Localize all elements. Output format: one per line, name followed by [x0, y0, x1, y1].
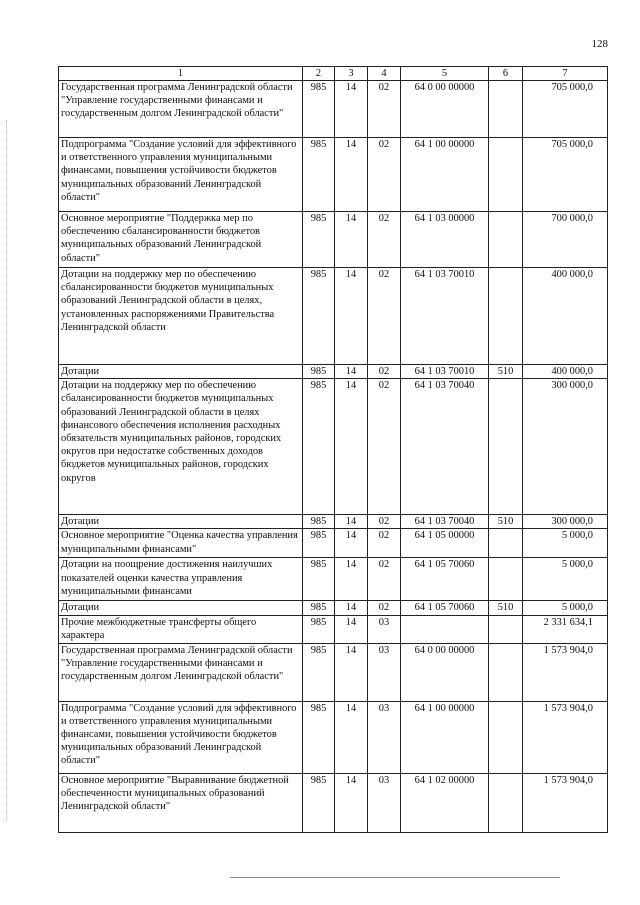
cell-c2: 985 [303, 379, 335, 515]
row-description: Государственная программа Ленинградской области "Управление государственными финансами и государственным долгом Ленинградской области" [59, 81, 303, 138]
cell-c6 [489, 138, 523, 212]
cell-c5: 64 0 00 00000 [401, 81, 489, 138]
cell-c3: 14 [335, 615, 368, 643]
cell-c2: 985 [303, 365, 335, 379]
cell-c3: 14 [335, 643, 368, 701]
cell-c2: 985 [303, 643, 335, 701]
table-row [59, 81, 608, 138]
cell-c4: 02 [368, 212, 401, 268]
cell-c7: 2 331 634,1 [523, 615, 608, 643]
table-header-row [59, 67, 608, 81]
row-description: Основное мероприятие "Оценка качества управления муниципальными финансами" [59, 529, 303, 558]
cell-c6 [489, 81, 523, 138]
cell-c7: 1 573 904,0 [523, 773, 608, 832]
cell-c6 [489, 643, 523, 701]
cell-c7: 1 573 904,0 [523, 701, 608, 773]
cell-c5: 64 0 00 00000 [401, 643, 489, 701]
cell-c2: 985 [303, 773, 335, 832]
cell-c4: 03 [368, 643, 401, 701]
cell-c6 [489, 558, 523, 601]
table-row [59, 529, 608, 558]
cell-c2: 985 [303, 601, 335, 615]
cell-c4: 02 [368, 601, 401, 615]
header-cell: 5 [401, 67, 489, 81]
cell-c7: 5 000,0 [523, 601, 608, 615]
row-description: Подпрограмма "Создание условий для эффективного и ответственного управления муниципальными финансами, повышения устойчивости бюджетов муниципальных образований Ленинградской области" [59, 701, 303, 773]
cell-c3: 14 [335, 212, 368, 268]
cell-c5: 64 1 03 70010 [401, 365, 489, 379]
cell-c4: 02 [368, 515, 401, 529]
table-row [59, 643, 608, 701]
cell-c2: 985 [303, 212, 335, 268]
cell-c7: 5 000,0 [523, 529, 608, 558]
cell-c6 [489, 212, 523, 268]
cell-c7: 1 573 904,0 [523, 643, 608, 701]
table-row [59, 268, 608, 365]
cell-c3: 14 [335, 81, 368, 138]
header-cell: 6 [489, 67, 523, 81]
table-row [59, 701, 608, 773]
row-description: Дотации на поддержку мер по обеспечению сбалансированности бюджетов муниципальных образований Ленинградской области в целях, установленных распоряжениями Правительства Ленинградской области [59, 268, 303, 365]
cell-c3: 14 [335, 529, 368, 558]
cell-c3: 14 [335, 365, 368, 379]
cell-c4: 02 [368, 138, 401, 212]
header-cell: 2 [303, 67, 335, 81]
cell-c5: 64 1 03 70040 [401, 379, 489, 515]
cell-c3: 14 [335, 379, 368, 515]
cell-c7: 300 000,0 [523, 379, 608, 515]
cell-c7: 5 000,0 [523, 558, 608, 601]
cell-c3: 14 [335, 773, 368, 832]
cell-c7: 400 000,0 [523, 365, 608, 379]
cell-c3: 14 [335, 268, 368, 365]
cell-c7: 300 000,0 [523, 515, 608, 529]
cell-c3: 14 [335, 558, 368, 601]
table-row [59, 558, 608, 601]
row-description: Подпрограмма "Создание условий для эффективного и ответственного управления муниципальными финансами, повышения устойчивости бюджетов муниципальных образований Ленинградской области" [59, 138, 303, 212]
cell-c6 [489, 701, 523, 773]
table-row [59, 365, 608, 379]
row-description: Дотации [59, 365, 303, 379]
cell-c4: 02 [368, 558, 401, 601]
cell-c7: 700 000,0 [523, 212, 608, 268]
cell-c3: 14 [335, 138, 368, 212]
table-row [59, 601, 608, 615]
header-cell: 7 [523, 67, 608, 81]
cell-c4: 02 [368, 379, 401, 515]
cell-c5 [401, 615, 489, 643]
cell-c4: 02 [368, 365, 401, 379]
cell-c5: 64 1 02 00000 [401, 773, 489, 832]
budget-table [58, 66, 608, 833]
cell-c2: 985 [303, 529, 335, 558]
cell-c7: 705 000,0 [523, 81, 608, 138]
row-description: Дотации на поддержку мер по обеспечению сбалансированности бюджетов муниципальных образований Ленинградской области в целях финансового обеспечения исполнения расходных обязательств муниципальных районов, городских округов при недостатке собственных доходов бюджетов муниципальных районов, городских округов [59, 379, 303, 515]
cell-c2: 985 [303, 138, 335, 212]
cell-c5: 64 1 05 70060 [401, 601, 489, 615]
row-description: Дотации на поощрение достижения наилучших показателей оценки качества управления муниципальными финансами [59, 558, 303, 601]
cell-c6 [489, 529, 523, 558]
cell-c5: 64 1 00 00000 [401, 138, 489, 212]
cell-c4: 03 [368, 773, 401, 832]
cell-c5: 64 1 03 00000 [401, 212, 489, 268]
table-row [59, 138, 608, 212]
cell-c7: 400 000,0 [523, 268, 608, 365]
row-description: Дотации [59, 515, 303, 529]
page-number: 128 [591, 38, 608, 50]
bottom-rule [230, 877, 560, 878]
cell-c2: 985 [303, 558, 335, 601]
cell-c5: 64 1 00 00000 [401, 701, 489, 773]
row-description: Основное мероприятие "Поддержка мер по обеспечению сбалансированности бюджетов муниципальных образований Ленинградской области" [59, 212, 303, 268]
cell-c5: 64 1 05 00000 [401, 529, 489, 558]
header-cell: 4 [368, 67, 401, 81]
cell-c5: 64 1 03 70010 [401, 268, 489, 365]
header-cell: 1 [59, 67, 303, 81]
cell-c6 [489, 615, 523, 643]
table-row [59, 773, 608, 832]
cell-c6: 510 [489, 365, 523, 379]
scan-margin-marks [6, 120, 9, 820]
cell-c2: 985 [303, 615, 335, 643]
table-row [59, 212, 608, 268]
row-description: Государственная программа Ленинградской области "Управление государственными финансами и государственным долгом Ленинградской области" [59, 643, 303, 701]
table-row [59, 379, 608, 515]
cell-c5: 64 1 03 70040 [401, 515, 489, 529]
cell-c2: 985 [303, 515, 335, 529]
cell-c2: 985 [303, 701, 335, 773]
cell-c2: 985 [303, 81, 335, 138]
cell-c4: 02 [368, 268, 401, 365]
row-description: Основное мероприятие "Выравнивание бюджетной обеспеченности муниципальных образований Ленинградской области" [59, 773, 303, 832]
cell-c2: 985 [303, 268, 335, 365]
cell-c4: 03 [368, 701, 401, 773]
cell-c6: 510 [489, 601, 523, 615]
cell-c4: 02 [368, 529, 401, 558]
cell-c7: 705 000,0 [523, 138, 608, 212]
cell-c3: 14 [335, 515, 368, 529]
cell-c6 [489, 773, 523, 832]
cell-c4: 03 [368, 615, 401, 643]
cell-c6 [489, 379, 523, 515]
cell-c4: 02 [368, 81, 401, 138]
row-description: Прочие межбюджетные трансферты общего характера [59, 615, 303, 643]
cell-c6: 510 [489, 515, 523, 529]
cell-c3: 14 [335, 701, 368, 773]
row-description: Дотации [59, 601, 303, 615]
header-cell: 3 [335, 67, 368, 81]
cell-c5: 64 1 05 70060 [401, 558, 489, 601]
table-row [59, 515, 608, 529]
cell-c3: 14 [335, 601, 368, 615]
table-row [59, 615, 608, 643]
cell-c6 [489, 268, 523, 365]
